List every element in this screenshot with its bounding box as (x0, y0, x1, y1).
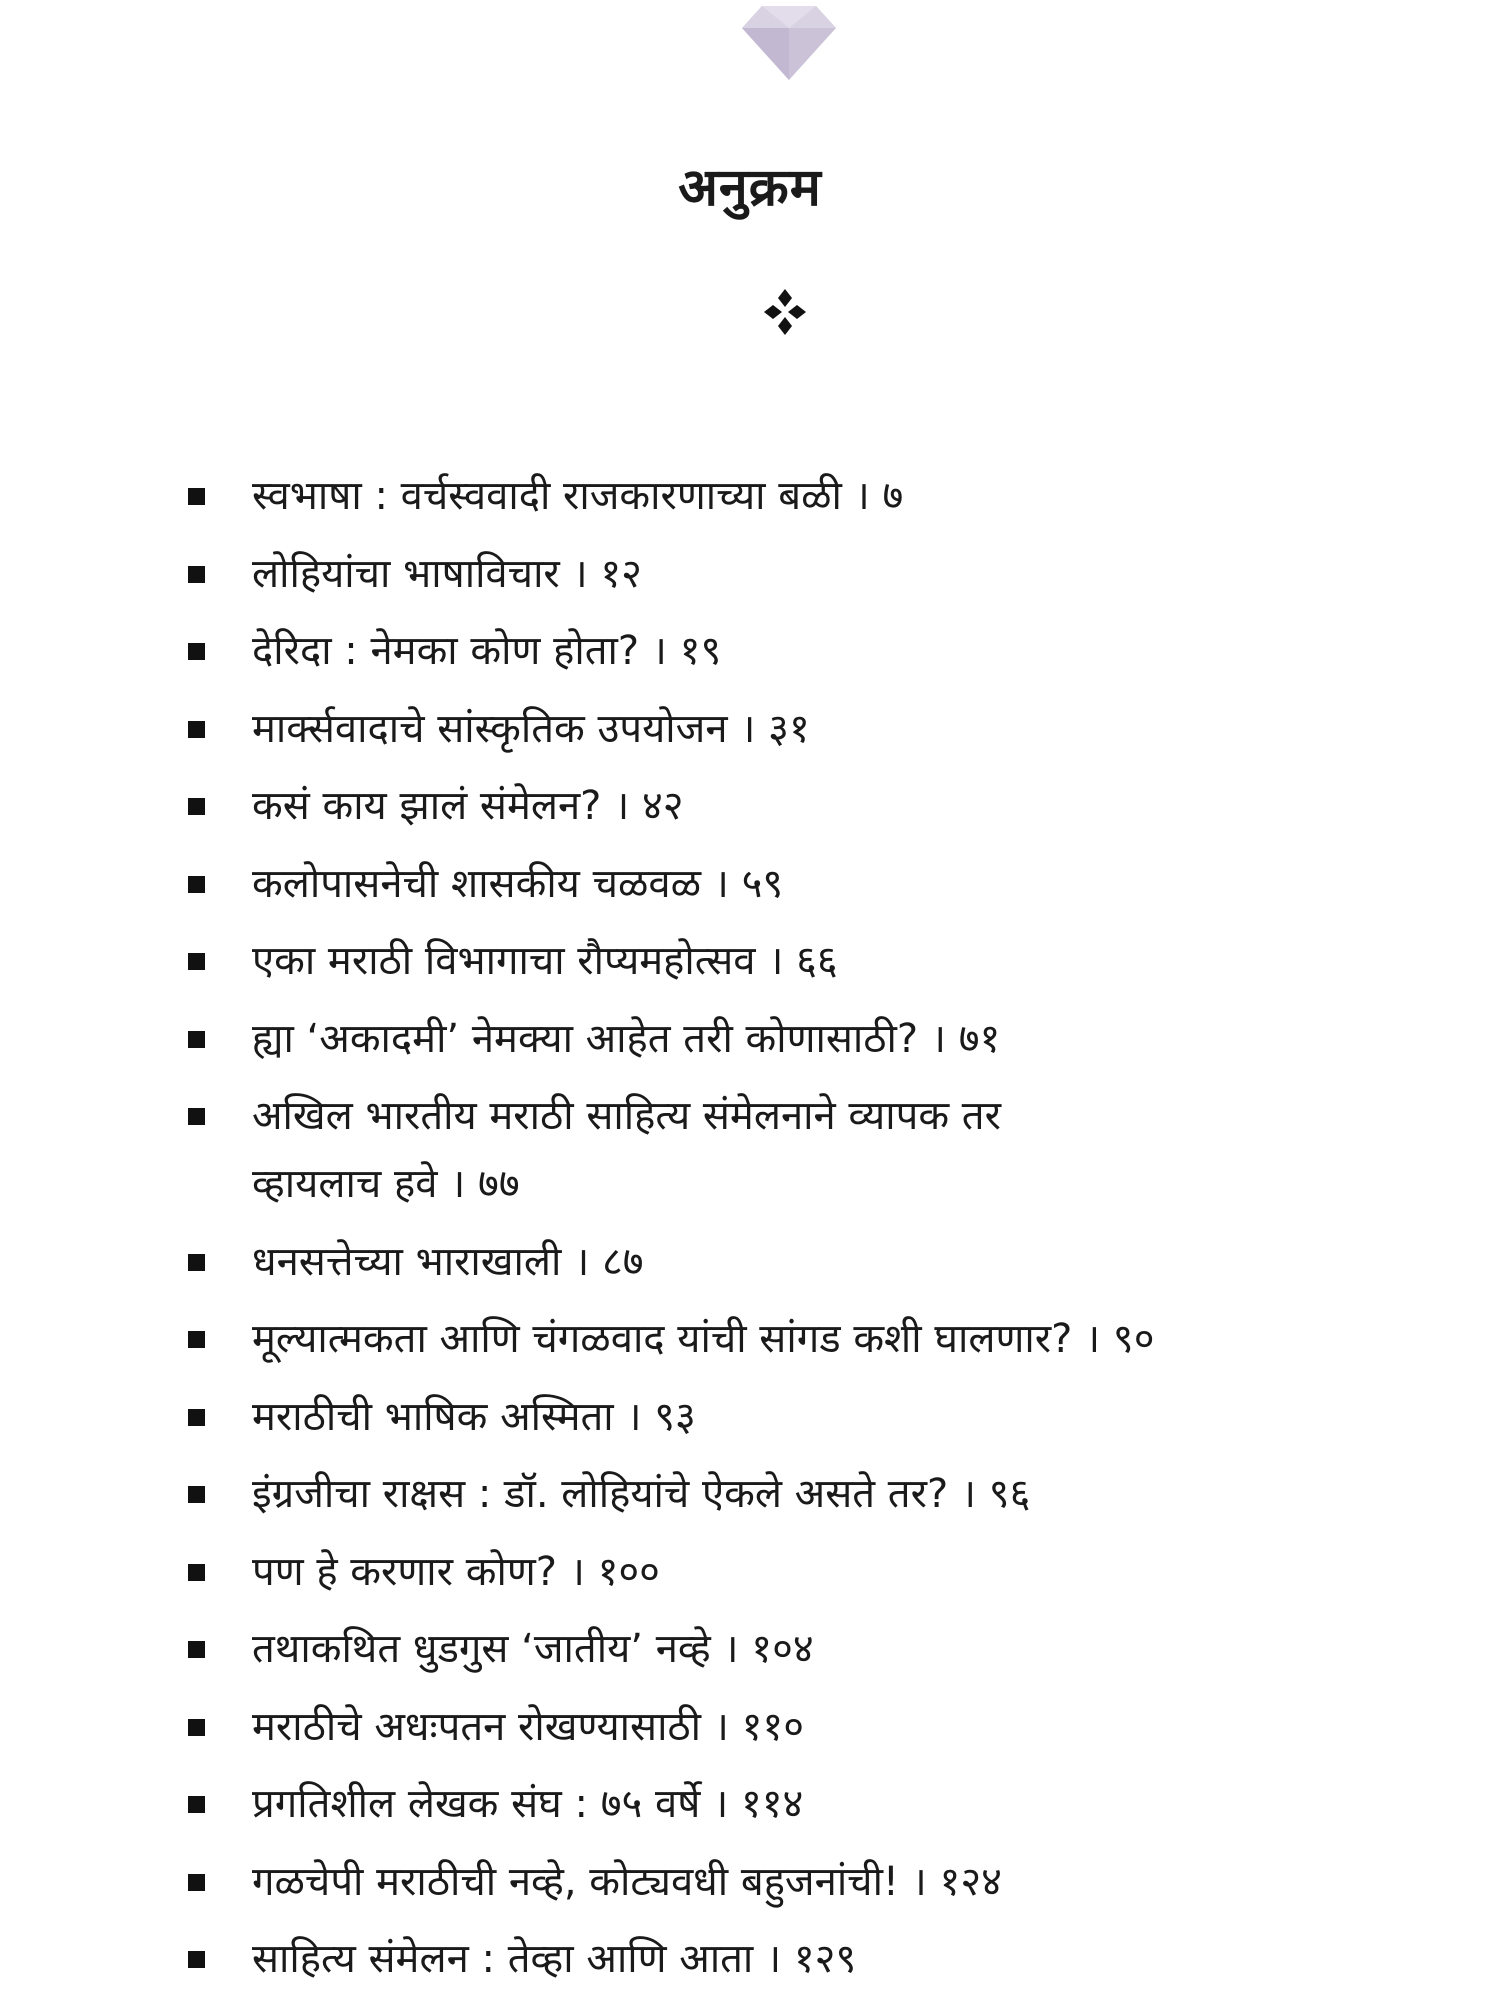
toc-item[interactable] (182, 1305, 1382, 1373)
toc-item-text: कसं काय झालं संमेलन? । ४२ (252, 783, 684, 829)
toc-item-text: ह्या ‘अकादमी’ नेमक्या आहेत तरी कोणासाठी? । ७१ (252, 1015, 1001, 1062)
black-square-icon (188, 488, 205, 505)
black-square-icon (188, 1719, 205, 1736)
toc-item[interactable] (182, 695, 1382, 763)
table-of-contents (182, 462, 1382, 2003)
toc-item[interactable] (182, 1082, 1192, 1218)
black-square-icon (188, 1331, 205, 1348)
page-title: अनुक्रम (678, 158, 822, 218)
black-square-icon (188, 953, 205, 970)
toc-item[interactable] (182, 850, 1382, 918)
black-square-icon (188, 643, 205, 660)
toc-item-text: अखिल भारतीय मराठी साहित्य संमेलनाने व्यापक तर (252, 1093, 1001, 1139)
toc-item-text: पण हे करणार कोण? । १०० (252, 1548, 660, 1595)
toc-item-text: प्रगतिशील लेखक संघ : ७५ वर्षे । ११४ (252, 1781, 804, 1827)
toc-item[interactable] (182, 772, 1382, 840)
black-square-icon (188, 876, 205, 893)
black-square-icon (188, 798, 205, 815)
toc-item[interactable] (182, 1770, 1382, 1838)
toc-item[interactable] (182, 1228, 1382, 1296)
toc-item-text: मराठीची भाषिक अस्मिता । ९३ (252, 1393, 696, 1440)
black-square-icon (188, 1641, 205, 1658)
toc-item[interactable] (182, 617, 1382, 685)
black-square-icon (188, 1564, 205, 1581)
toc-item-text: तथाकथित धुडगुस ‘जातीय’ नव्हे । १०४ (252, 1626, 814, 1672)
black-square-icon (188, 1409, 205, 1426)
toc-item[interactable] (182, 1383, 1382, 1451)
toc-item[interactable] (182, 1848, 1382, 1916)
toc-item[interactable] (182, 1615, 1382, 1683)
black-square-icon (188, 1031, 205, 1048)
toc-item-text: स्वभाषा : वर्चस्ववादी राजकारणाच्या बळी । ७ (252, 473, 904, 519)
toc-item-text: इंग्रजीचा राक्षस : डॉ. लोहियांचे ऐकले असते तर? । ९६ (252, 1471, 1031, 1517)
toc-item-text: धनसत्तेच्या भाराखाली । ८७ (252, 1238, 644, 1285)
black-square-icon (188, 721, 205, 738)
black-square-icon (188, 1486, 205, 1503)
toc-item-text: साहित्य संमेलन : तेव्हा आणि आता । १२९ (252, 1936, 857, 1982)
toc-item[interactable] (182, 1925, 1382, 1993)
black-square-icon (188, 1874, 205, 1891)
toc-item[interactable] (182, 1005, 1382, 1073)
black-square-icon (188, 1796, 205, 1813)
toc-item-text: देरिदा : नेमका कोण होता? । १९ (252, 628, 722, 674)
black-square-icon (188, 1108, 205, 1125)
toc-item-text: मूल्यात्मकता आणि चंगळवाद यांची सांगड कशी घालणार? । ९० (252, 1316, 1155, 1362)
toc-item-text: एका मराठी विभागाचा रौप्यमहोत्सव । ६६ (252, 938, 838, 984)
toc-item[interactable] (182, 462, 1382, 530)
black-square-icon (188, 566, 205, 583)
diamond-gem-icon (740, 4, 838, 82)
toc-item-text: मराठीचे अधःपतन रोखण्यासाठी । ११० (252, 1703, 805, 1750)
black-square-icon (188, 1951, 205, 1968)
black-square-icon (188, 1254, 205, 1271)
toc-item[interactable] (182, 1460, 1382, 1528)
toc-item[interactable] (182, 1538, 1382, 1606)
toc-item-text: मार्क्सवादाचे सांस्कृतिक उपयोजन । ३१ (252, 705, 810, 752)
toc-item-text: कलोपासनेची शासकीय चळवळ । ५९ (252, 860, 784, 907)
toc-item[interactable] (182, 1693, 1382, 1761)
toc-item-text: गळचेपी मराठीची नव्हे, कोट्यवधी बहुजनांची! । १२४ (252, 1858, 1002, 1905)
four-diamond-icon (760, 287, 810, 337)
toc-item-text: लोहियांचा भाषाविचार । १२ (252, 550, 642, 597)
toc-item-text-continued: व्हायलाच हवे । ७७ (252, 1161, 520, 1207)
toc-item[interactable] (182, 540, 1382, 608)
toc-item[interactable] (182, 927, 1382, 995)
